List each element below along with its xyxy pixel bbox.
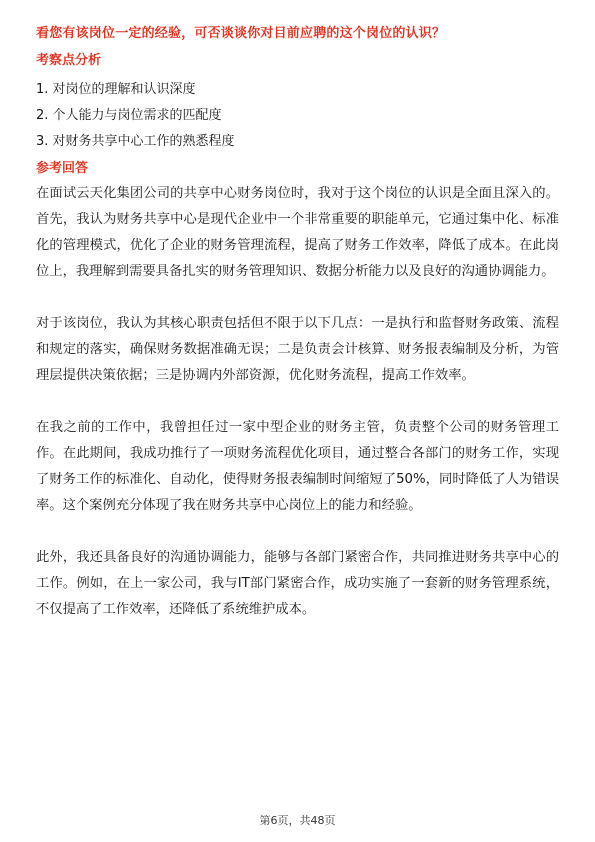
- answer-body: [36, 181, 559, 623]
- answer-paragraph: 在面试云天化集团公司的共享中心财务岗位时，我对于这个岗位的认识是全面且深入的。首先，我认为财务共享中心是现代企业中一个非常重要的职能单元，它通过集中化、标准化的管理模式，优化了企业的财务管理流程，提高了财务工作效率，降低了成本。在此岗位上，我理解到需要具备扎实的财务管理知识、数据分析能力以及良好的沟通协调能力。: [36, 186, 559, 279]
- interview-question: 看您有该岗位一定的经验，可否谈谈你对目前应聘的这个岗位的认识？: [36, 26, 446, 41]
- analysis-point: 3. 对财务共享中心工作的熟悉程度: [36, 134, 235, 149]
- page-number-footer: 第6页，共48页: [259, 814, 336, 827]
- answer-paragraph: 对于该岗位，我认为其核心职责包括但不限于以下几点：一是执行和监督财务政策、流程和规定的落实，确保财务数据准确无误；二是负责会计核算、财务报表编制及分析，为管理层提供决策依据；三是协调内外部资源，优化财务流程，提高工作效率。: [36, 316, 559, 383]
- analysis-title: 考察点分析: [36, 53, 102, 68]
- answer-paragraph: 在我之前的工作中，我曾担任过一家中型企业的财务主管，负责整个公司的财务管理工作。在此期间，我成功推行了一项财务流程优化项目，通过整合各部门的财务工作，实现了财务工作的标准化、自动化，使得财务报表编制时间缩短了50%，同时降低了人为错误率。这个案例充分体现了我在财务共享中心岗位上的能力和经验。: [36, 420, 559, 513]
- answer-title: 参考回答: [36, 161, 89, 176]
- answer-paragraph: 此外，我还具备良好的沟通协调能力，能够与各部门紧密合作，共同推进财务共享中心的工作。例如，在上一家公司，我与IT部门紧密合作，成功实施了一套新的财务管理系统，不仅提高了工作效率，还降低了系统维护成本。: [36, 550, 559, 617]
- analysis-points-list: [36, 77, 559, 155]
- analysis-point: 2. 个人能力与岗位需求的匹配度: [36, 108, 222, 123]
- analysis-point: 1. 对岗位的理解和认识深度: [36, 82, 196, 97]
